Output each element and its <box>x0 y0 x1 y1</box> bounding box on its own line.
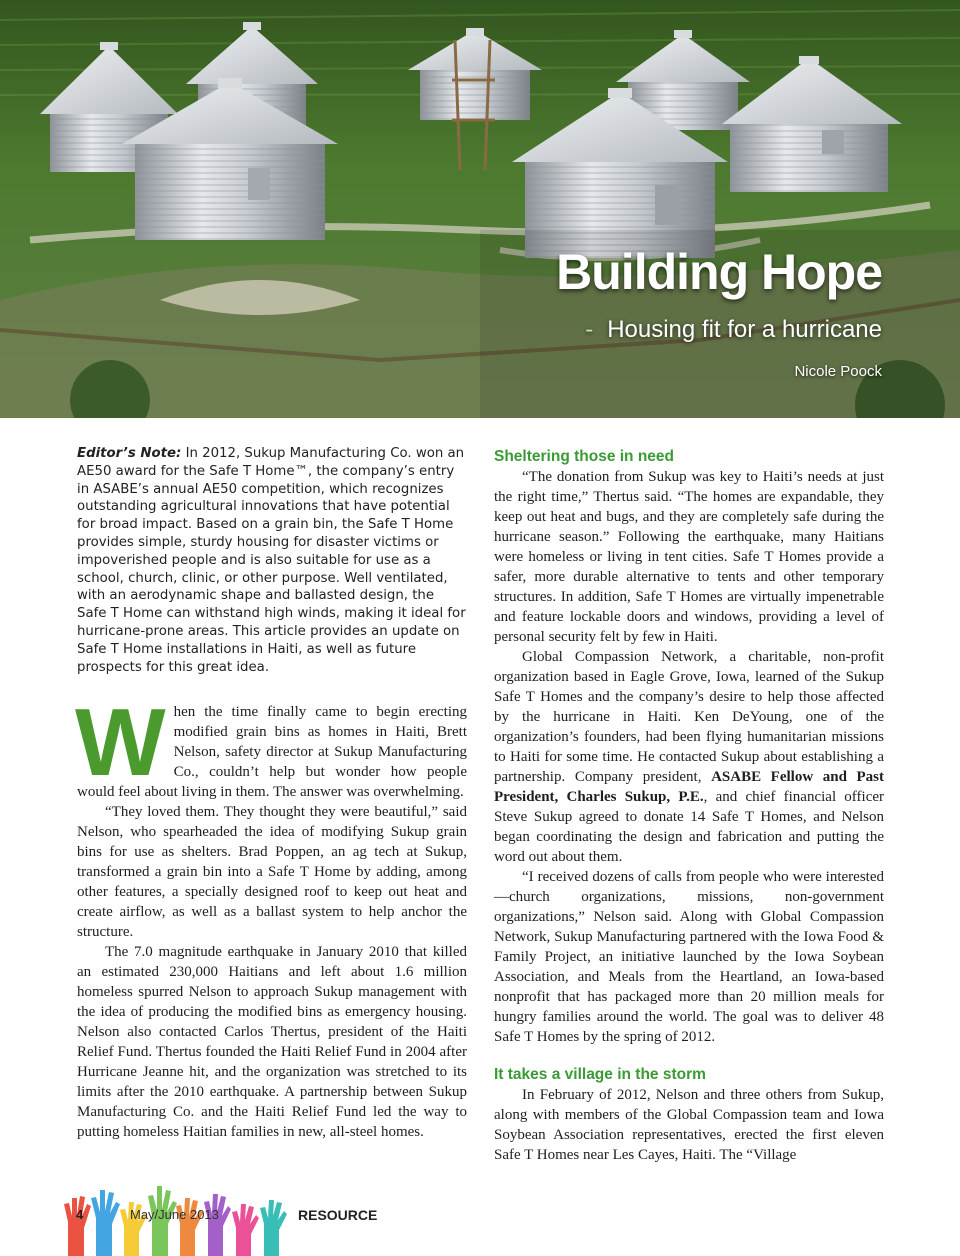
paragraph-text: hen the time finally came to begin erecting modified grain bins as homes in Haiti, Brett Nelson, safety director at Sukup Manufacturing Co., couldn’t help but wonder how people would feel about living in them. The answer was overwhelming. <box>77 704 467 801</box>
body-paragraph: “The donation from Sukup was key to Haiti’s needs at just the right time,” Thertus said. “The homes are expandable, they keep out heat and bugs, and they are completely safe during the hurricane season.” Following the earthquake, many Haitians were homeless or living in tent cities. Safe T Homes provide a safer, more durable alternative to tents and other temporary structures. In addition, Safe T Homes are virtually impenetrable and feature lockable doors and windows, providing a level of personal security felt by few in Haiti. <box>494 469 884 645</box>
issue-date: May/June 2013 <box>130 1207 219 1222</box>
section-heading-village: It takes a village in the storm <box>494 1066 706 1083</box>
drop-cap: W <box>75 689 166 797</box>
highlighted-name: ASABE Fellow and Past President, Charles Sukup, P.E. <box>494 769 885 805</box>
body-paragraph: “They loved them. They thought they were beautiful,” said Nelson, who spearheaded the idea of modifying Sukup grain bins for use as shelters. Brad Poppen, an ag tech at Sukup, transformed a grain bin into a Safe T Home by adding, among other features, a specially designed roof to keep out heat and create airflow, as well as a ballast system to help anchor the structure. <box>77 804 467 941</box>
editors-note <box>77 445 467 676</box>
editors-note-text: In 2012, Sukup Manufacturing Co. won an AE50 award for the Safe T Home™, the company’s entry in ASABE’s annual AE50 competition, which recognizes outstanding agricultural innovations that have potential for broad impact. Based on a grain bin, the Safe T Home provides simple, sturdy housing for disaster victims or impoverished people and is also suitable for use as a school, church, clinic, or other purpose. Well ventilated, with an aerodynamic shape and ballasted design, the Safe T Home can withstand high winds, making it ideal for hurricane-prone areas. This article provides an update on Safe T Home installations in Haiti, as well as future prospects for this great idea. <box>77 446 466 675</box>
hero-photo <box>0 0 960 418</box>
page-number: 4 <box>76 1207 84 1222</box>
paragraph-text: , and chief financial officer Steve Sukup agreed to donate 14 Safe T Homes, and Nelson began coordinating the design and fabrication and putting the word out about them. <box>494 789 885 865</box>
body-paragraph <box>75 689 467 802</box>
left-column <box>77 440 467 1142</box>
body-paragraph: The 7.0 magnitude earthquake in January 2010 that killed an estimated 230,000 Haitians and left about 1.6 million homeless spurred Nelson to approach Sukup management with the idea of producing the modified bins as emergency housing. Nelson also contacted Carlos Thertus, president of the Haiti Relief Fund. Thertus founded the Haiti Relief Fund in 2004 after Hurricane Jeanne hit, and the organization was stretched to its limits after the 2010 earthquake. A partnership between Sukup Manufacturing Co. and the Haiti Relief Fund led the way to putting homeless Haitian families in new, all-steel homes. <box>77 944 467 1141</box>
author-byline: Nicole Poock <box>794 363 882 380</box>
village-photo-illustration <box>0 0 960 418</box>
article-subtitle <box>585 316 882 344</box>
section-heading-sheltering: Sheltering those in need <box>494 448 674 465</box>
editors-note-label: Editor’s Note: <box>77 446 182 461</box>
page-footer <box>0 1182 960 1256</box>
body-paragraph <box>494 647 884 867</box>
right-column <box>494 440 884 1165</box>
subtitle-text: Housing fit for a hurricane <box>607 316 882 343</box>
magazine-name: RESOURCE <box>298 1207 378 1223</box>
paragraph-text: Global Compassion Network, a charitable, non-profit organization based in Eagle Grove, Iowa, learned of the Sukup Safe T Homes and the company’s desire to help those affected by the hurricane in Haiti. Ken DeYoung, one of the organization’s founders, had been flying humanitarian missions to Haiti for some time. He contacted Sukup about establishing a partnership. Company president, <box>494 649 884 785</box>
body-paragraph: “I received dozens of calls from people who were interested—church organizations, missions, non-government organizations,” Nelson said. Along with Global Compassion Network, Sukup Manufacturing partnered with the Iowa Food & Family Project, an initiative launched by the Iowa Soybean Association, and Meals from the Heartland, an Iowa-based nonprofit that has packaged more than 20 million meals for hungry families around the world. The goal was to deliver 48 Safe T Homes by the spring of 2012. <box>494 869 884 1045</box>
article-title: Building Hope <box>556 244 882 300</box>
body-paragraph: In February of 2012, Nelson and three others from Sukup, along with members of the Global Compassion team and Iowa Soybean Association representatives, erected the first eleven Safe T Homes near Les Cayes, Haiti. The “Village <box>494 1087 884 1163</box>
subtitle-dash: - <box>585 316 594 343</box>
